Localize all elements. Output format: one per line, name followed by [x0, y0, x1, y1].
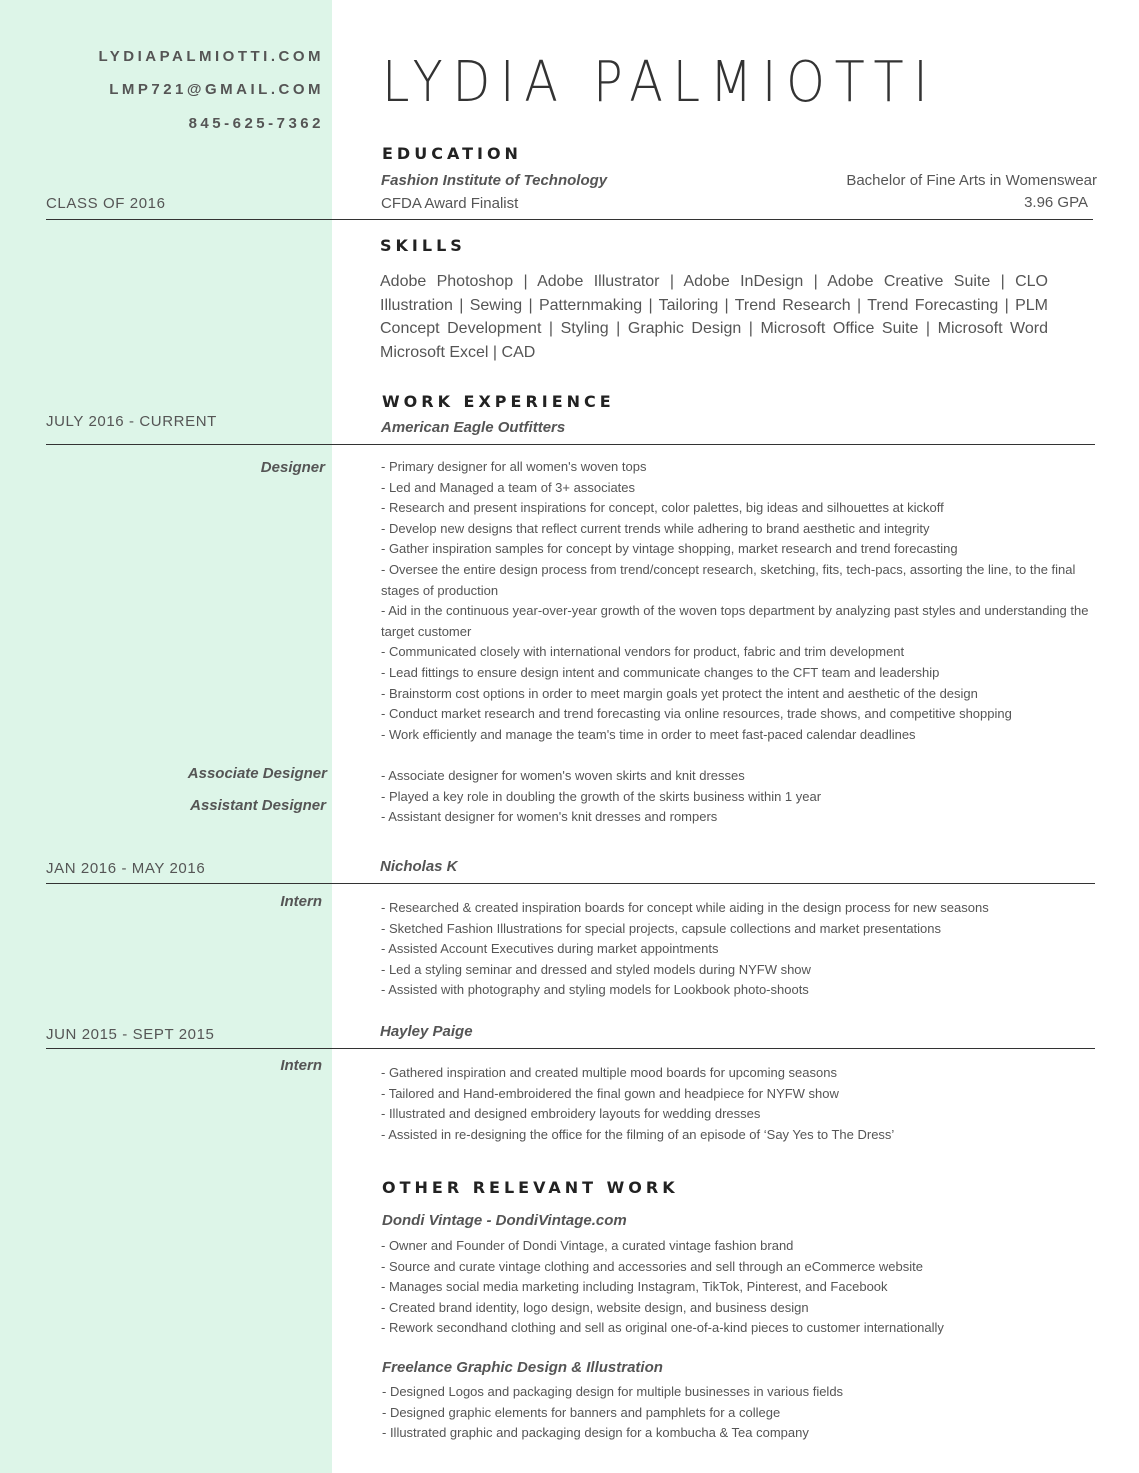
job-role: Associate Designer	[187, 765, 327, 782]
list-item: - Created brand identity, logo design, website design, and business design	[381, 1299, 809, 1315]
list-item: - Communicated closely with international vendors for product, fabric and trim development	[381, 644, 905, 660]
job-bullets	[381, 898, 1093, 1001]
job-bullets	[381, 766, 1093, 828]
education-degree: Bachelor of Fine Arts in Womenswear	[846, 172, 1097, 189]
contact-phone[interactable]: 845-625-7362	[188, 115, 324, 132]
list-item: - Gather inspiration samples for concept by vintage shopping, market research and trend forecasting	[381, 541, 958, 557]
list-item: - Assisted in re-designing the office for the filming of an episode of ‘Say Yes to The Dress’	[381, 1126, 895, 1142]
list-item: - Led a styling seminar and dressed and styled models during NYFW show	[381, 961, 811, 977]
list-item: - Associate designer for women's woven skirts and knit dresses	[381, 768, 745, 783]
education-heading: EDUCATION	[382, 144, 522, 163]
job-bullets	[381, 1063, 1093, 1145]
education-gpa: 3.96 GPA	[1024, 194, 1088, 211]
job-role: Designer	[260, 459, 325, 476]
job-role: Assistant Designer	[190, 797, 326, 814]
list-item: - Illustrated and designed embroidery layouts for wedding dresses	[381, 1106, 761, 1122]
contact-email[interactable]: LMP721@GMAIL.COM	[109, 81, 324, 98]
list-item: - Sketched Fashion Illustrations for special projects, capsule collections and market presentations	[381, 920, 942, 936]
other-title: Freelance Graphic Design & Illustration	[382, 1359, 663, 1376]
sidebar-background	[0, 0, 332, 1473]
list-item: - Played a key role in doubling the growth of the skirts business within 1 year	[381, 788, 822, 804]
list-item: - Gathered inspiration and created multiple mood boards for upcoming seasons	[381, 1065, 837, 1080]
list-item: - Source and curate vintage clothing and accessories and sell through an eCommerce website	[381, 1258, 923, 1274]
job-company: Nicholas K	[380, 858, 458, 875]
list-item: - Illustrated graphic and packaging design for a kombucha & Tea company	[382, 1425, 809, 1441]
list-item: - Lead fittings to ensure design intent and communicate changes to the CFT team and leadership	[381, 664, 940, 680]
list-item: - Led and Managed a team of 3+ associates	[381, 479, 636, 495]
list-item: - Oversee the entire design process from trend/concept research, sketching, fits, tech-pacs, assorting the line, to the final stages of production	[381, 561, 1076, 598]
other-heading: OTHER RELEVANT WORK	[382, 1178, 679, 1197]
job-divider	[46, 444, 1095, 445]
list-item: - Designed Logos and packaging design for multiple businesses in various fields	[382, 1384, 844, 1399]
skills-list: Adobe Photoshop | Adobe Illustrator | Adobe InDesign | Adobe Creative Suite | CLO Illustration | Sewing | Patternmaking | Tailoring | Trend Research | Trend Forecasting | PLM Concept Development | Styling | Graphic Design | Microsoft Office Suite | Microsoft Word Microsoft Excel | CAD	[380, 273, 1048, 362]
other-bullets	[381, 1236, 1093, 1339]
list-item: - Assisted with photography and styling models for Lookbook photo-shoots	[381, 982, 809, 998]
job-date: JAN 2016 - MAY 2016	[46, 860, 206, 877]
list-item: - Designed graphic elements for banners and pamphlets for a college	[382, 1404, 781, 1420]
skills-heading: SKILLS	[380, 236, 466, 255]
job-divider	[46, 1048, 1095, 1049]
list-item: - Primary designer for all women's woven tops	[381, 459, 647, 474]
list-item: - Conduct market research and trend forecasting via online resources, trade shows, and competitive shopping	[381, 706, 1012, 722]
other-bullets	[382, 1382, 1094, 1444]
education-divider	[46, 219, 1093, 220]
list-item: - Rework secondhand clothing and sell as original one-of-a-kind pieces to customer internationally	[381, 1320, 944, 1336]
contact-website[interactable]: LYDIAPALMIOTTI.COM	[98, 48, 324, 65]
job-bullets	[381, 457, 1093, 745]
job-role: Intern	[280, 893, 322, 910]
work-heading: WORK EXPERIENCE	[382, 392, 615, 411]
list-item: - Owner and Founder of Dondi Vintage, a curated vintage fashion brand	[381, 1238, 794, 1253]
list-item: - Assistant designer for women's knit dresses and rompers	[381, 809, 718, 825]
list-item: - Aid in the continuous year-over-year growth of the woven tops department by analyzing past styles and understanding the target customer	[381, 603, 1089, 639]
list-item: - Researched & created inspiration boards for concept while aiding in the design process for new seasons	[381, 900, 989, 915]
job-role: Intern	[280, 1057, 322, 1074]
list-item: - Tailored and Hand-embroidered the final gown and headpiece for NYFW show	[381, 1085, 839, 1101]
list-item: - Assisted Account Executives during market appointments	[381, 941, 719, 957]
list-item: - Develop new designs that reflect current trends while adhering to brand aesthetic and integrity	[381, 520, 930, 536]
list-item: - Research and present inspirations for concept, color palettes, big ideas and silhouettes at kickoff	[381, 500, 944, 516]
job-date: JUN 2015 - SEPT 2015	[46, 1026, 215, 1043]
page-title: LYDIA PALMIOTTI	[382, 50, 938, 115]
list-item: - Work efficiently and manage the team's time in order to meet fast-paced calendar deadlines	[381, 726, 916, 742]
education-award: CFDA Award Finalist	[381, 195, 519, 212]
list-item: - Brainstorm cost options in order to meet margin goals yet protect the intent and aesthetic of the design	[381, 685, 978, 701]
job-company: Hayley Paige	[380, 1023, 473, 1040]
other-title: Dondi Vintage - DondiVintage.com	[382, 1212, 627, 1229]
job-date: JULY 2016 - CURRENT	[46, 413, 217, 430]
job-company: American Eagle Outfitters	[381, 419, 566, 436]
education-date: CLASS OF 2016	[46, 195, 166, 212]
job-divider	[46, 883, 1095, 884]
list-item: - Manages social media marketing including Instagram, TikTok, Pinterest, and Facebook	[381, 1279, 888, 1295]
education-school: Fashion Institute of Technology	[381, 172, 608, 189]
